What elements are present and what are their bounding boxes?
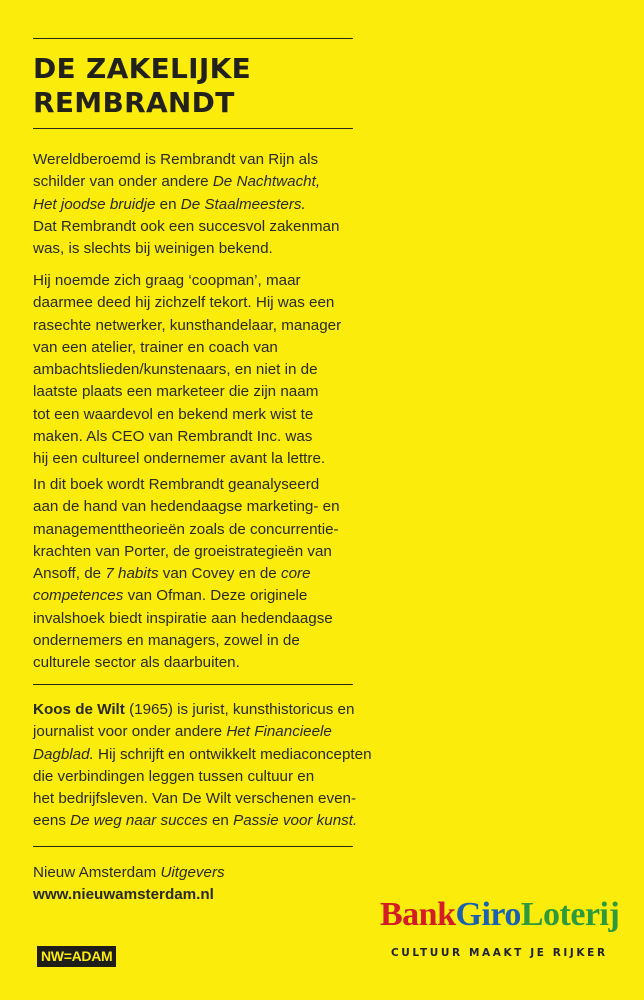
sponsor-tagline: CULTUUR MAAKT JE RIJKER [391, 947, 608, 959]
boek-line: ondernemers en managers, zowel in de [33, 632, 300, 650]
logo-giro: Giro [455, 896, 521, 933]
author-rule [33, 684, 353, 685]
publisher-name-italic: Uitgevers [160, 864, 225, 881]
boek-line: In dit boek wordt Rembrandt geanalyseerd [33, 476, 320, 493]
coopman-line: ambachtslieden/kunstenaars, en niet in de [33, 361, 318, 379]
coopman-paragraph [33, 270, 363, 471]
book-title [33, 52, 251, 120]
author-line: Dagblad. Hij schrijft en ontwikkelt mediaconcepten [33, 745, 372, 763]
intro-line: Het joodse bruidje en De Staalmeesters. [33, 195, 306, 213]
coopman-line: laatste plaats een marketeer die zijn naam [33, 383, 319, 401]
boek-line: culturele sector als daarbuiten. [33, 654, 240, 672]
publisher-url: www.nieuwamsterdam.nl [33, 886, 214, 904]
boek-italic-text: 7 habits [105, 565, 159, 583]
boek-italic-text: core [280, 565, 311, 583]
author-line: journalist voor onder andere Het Financieele [33, 723, 332, 741]
coopman-line: tot een waardevol en bekend merk wist te [33, 405, 314, 423]
nieuw-amsterdam-logo: NW=ADAM [37, 946, 116, 967]
author-paragraph [33, 699, 372, 833]
book-paragraph [33, 474, 363, 675]
author-italic-text: De weg naar succes [70, 812, 208, 830]
coopman-line: hij een cultureel ondernemer avant la lettre. [33, 450, 326, 468]
author-line: het bedrijfsleven. Van De Wilt verschenen even- [33, 790, 357, 808]
boek-line: aan de hand van hedendaagse marketing- en [33, 498, 340, 516]
intro-italic-text: De Nachtwacht, [212, 173, 321, 191]
coopman-line: maken. Als CEO van Rembrandt Inc. was [33, 428, 313, 446]
title-rule [33, 128, 353, 129]
boek-line: invalshoek biedt inspiratie aan hedendaagse [33, 609, 333, 627]
intro-line: Wereldberoemd is Rembrandt van Rijn als [33, 151, 319, 168]
author-line: Koos de Wilt (1965) is jurist, kunsthistoricus en [33, 701, 355, 718]
publisher-name-line [33, 862, 225, 884]
logo-loterij: Loterij [520, 896, 620, 933]
author-italic-text: Passie voor kunst. [233, 812, 358, 830]
author-line: eens De weg naar succes en Passie voor kunst. [33, 812, 358, 830]
author-italic-text: Het Financieele [226, 723, 332, 741]
publisher-block [33, 862, 225, 907]
title-line-2: REMBRANDT [33, 86, 235, 119]
intro-line: Dat Rembrandt ook een succesvol zakenman [33, 217, 340, 235]
boek-line: managementtheorieën zoals de concurrentie- [33, 520, 339, 538]
author-italic-text: Dagblad. [33, 745, 94, 763]
author-line: die verbindingen leggen tussen cultuur en [33, 767, 315, 785]
intro-italic-text: Het joodse bruidje [33, 195, 156, 213]
publisher-rule [33, 846, 353, 847]
intro-italic-text: De Staalmeesters. [180, 195, 306, 213]
intro-line: was, is slechts bij weinigen bekend. [33, 240, 273, 258]
title-line-1: DE ZAKELIJKE [33, 52, 252, 85]
author-bold-text: Koos de Wilt [33, 701, 125, 718]
coopman-line: Hij noemde zich graag ‘coopman’, maar [33, 272, 301, 289]
coopman-line: rasechte netwerker, kunsthandelaar, manager [33, 316, 342, 334]
coopman-line: daarmee deed hij zichzelf tekort. Hij was een [33, 294, 335, 312]
logo-bank: Bank [380, 896, 456, 933]
boek-line: competences van Ofman. Deze originele [33, 587, 308, 605]
boek-line: krachten van Porter, de groeistrategieën van [33, 542, 332, 560]
intro-line: schilder van onder andere De Nachtwacht, [33, 173, 321, 191]
coopman-line: van een atelier, trainer en coach van [33, 338, 278, 356]
intro-paragraph [33, 149, 363, 260]
boek-line: Ansoff, de 7 habits van Covey en de core [33, 565, 311, 583]
bankgiroloterij-logo [380, 896, 619, 934]
publisher-name: Nieuw Amsterdam [33, 864, 157, 881]
top-rule [33, 38, 353, 39]
boek-italic-text: competences [33, 587, 124, 605]
